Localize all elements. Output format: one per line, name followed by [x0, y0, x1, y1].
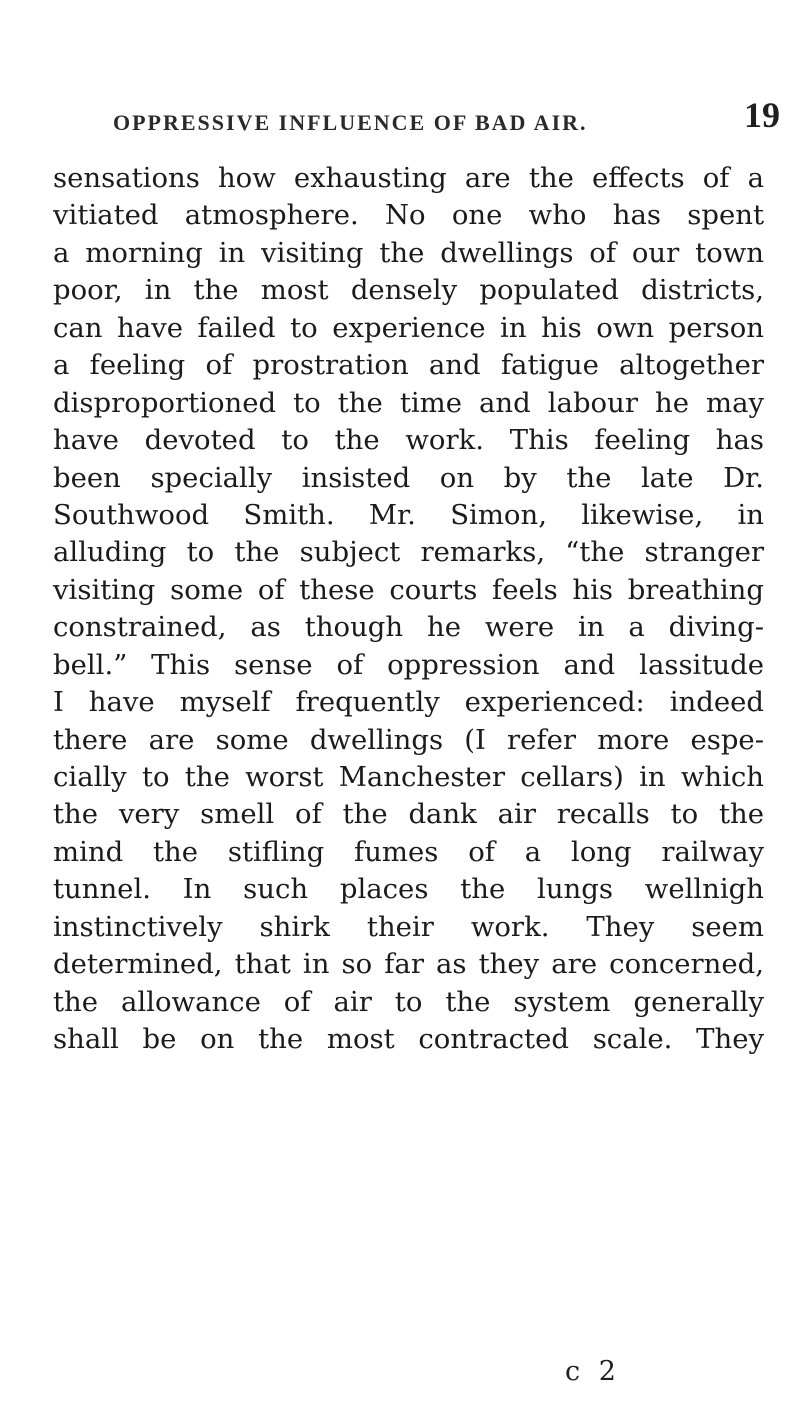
- text-line: shall be on the most contracted scale. They: [53, 1023, 764, 1056]
- text-line: a morning in visiting the dwellings of our town: [53, 236, 764, 269]
- text-line: the very smell of the dank air recalls to the: [53, 798, 764, 831]
- text-line: there are some dwellings (I refer more espe-: [53, 723, 764, 756]
- text-line: vitiated atmosphere. No one who has spent: [53, 199, 764, 232]
- body-text: [53, 160, 764, 1059]
- running-head: OPPRESSIVE INFLUENCE OF BAD AIR.: [113, 110, 588, 135]
- text-line: sensations how exhausting are the effects of a: [53, 162, 764, 194]
- text-line: constrained, as though he were in a diving-: [53, 611, 764, 644]
- text-line: been specially insisted on by the late Dr.: [53, 461, 764, 494]
- text-line: bell.” This sense of oppression and lassitude: [53, 648, 764, 681]
- text-line: alluding to the subject remarks, “the stranger: [53, 536, 764, 569]
- page-number: 19: [744, 95, 780, 135]
- text-line: can have failed to experience in his own person: [53, 311, 764, 344]
- text-line: tunnel. In such places the lungs wellnigh: [53, 873, 764, 906]
- page-header: [113, 92, 780, 142]
- text-line: I have myself frequently experienced: indeed: [53, 686, 764, 719]
- text-line: determined, that in so far as they are concerned,: [53, 948, 764, 981]
- signature-mark: c 2: [565, 1356, 621, 1387]
- text-line: cially to the worst Manchester cellars) in which: [53, 761, 764, 793]
- text-line: disproportioned to the time and labour he may: [53, 386, 764, 419]
- text-line: a feeling of prostration and fatigue altogether: [53, 349, 764, 382]
- text-line: Southwood Smith. Mr. Simon, likewise, in: [53, 498, 764, 531]
- text-line: poor, in the most densely populated districts,: [53, 274, 764, 307]
- text-line: have devoted to the work. This feeling has: [53, 424, 764, 457]
- text-line: mind the stifling fumes of a long railway: [53, 835, 764, 868]
- text-line: visiting some of these courts feels his breathing: [53, 573, 764, 606]
- text-line: instinctively shirk their work. They seem: [53, 910, 764, 943]
- text-line: the allowance of air to the system generally: [53, 985, 764, 1018]
